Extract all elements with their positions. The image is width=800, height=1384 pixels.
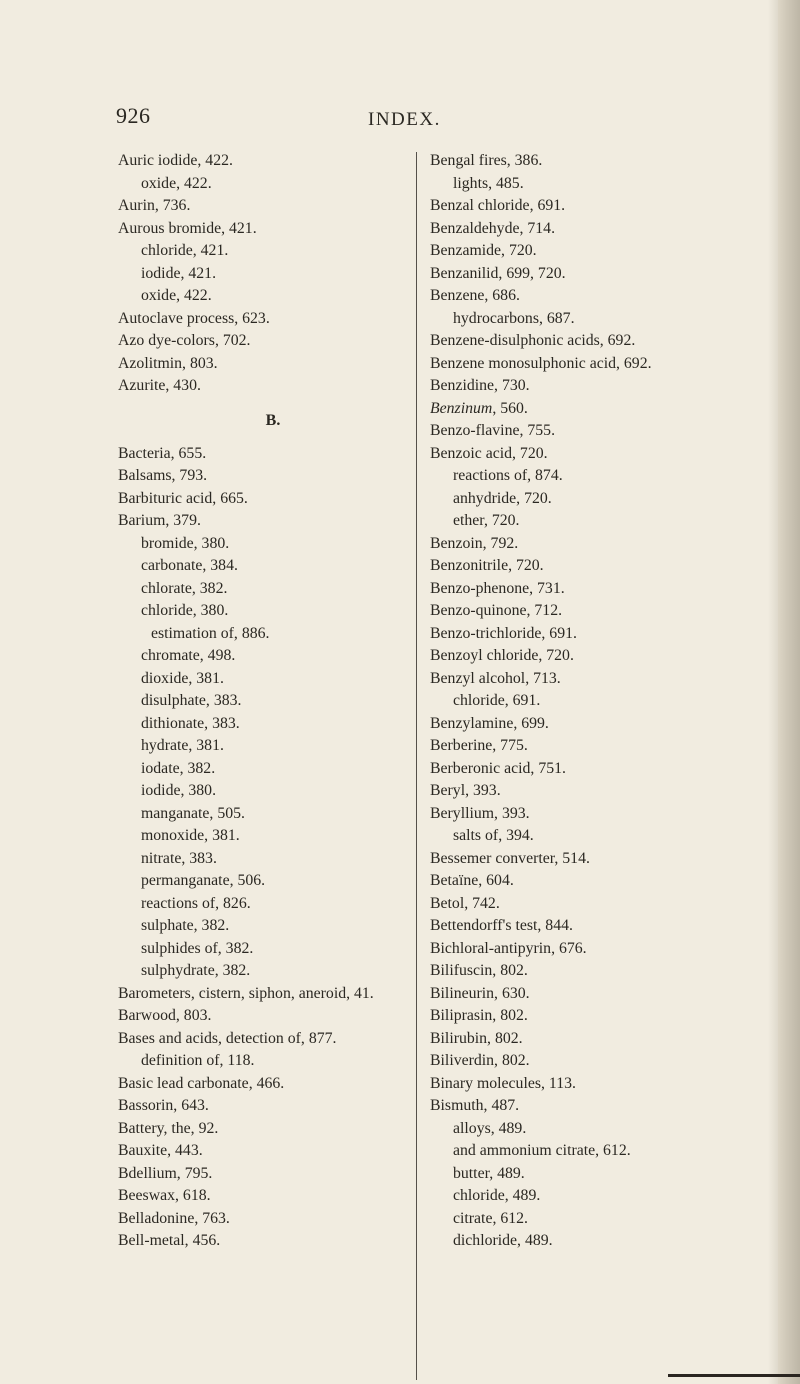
index-subentry: chloride, 489. (453, 1187, 541, 1204)
column-divider (416, 152, 417, 1380)
index-subentry: bromide, 380. (141, 534, 230, 552)
index-subentry: sulphides of, 382. (141, 939, 254, 957)
index-subentry: oxide, 422. (141, 174, 212, 192)
index-column-left (118, 150, 428, 1253)
index-subentry: iodate, 382. (141, 759, 216, 777)
index-entry: Benzyl alcohol, 713. (430, 669, 561, 687)
index-subentry: dichloride, 489. (453, 1232, 553, 1249)
index-subentry: nitrate, 383. (141, 849, 217, 867)
page-gutter-shadow (768, 0, 778, 1384)
index-subentry: and ammonium citrate, 612. (453, 1142, 631, 1159)
index-entry: Biliverdin, 802. (430, 1052, 530, 1069)
index-subentry: citrate, 612. (453, 1209, 529, 1227)
index-entry: Benzanilid, 699, 720. (430, 264, 566, 282)
index-entry: Benzaldehyde, 714. (430, 219, 556, 237)
index-entry: Benzo-trichloride, 691. (430, 624, 577, 642)
index-entry: Bilineurin, 630. (430, 984, 530, 1002)
index-entry: Betol, 742. (430, 894, 500, 912)
index-subentry: dioxide, 381. (141, 669, 224, 687)
index-entry: Barbituric acid, 665. (118, 489, 248, 507)
index-subentry: hydrate, 381. (141, 737, 224, 754)
index-entry: Bell-metal, 456. (118, 1232, 221, 1249)
index-entry: Bauxite, 443. (118, 1142, 203, 1159)
index-subentry: butter, 489. (453, 1164, 525, 1182)
index-subentry: anhydride, 720. (453, 489, 552, 507)
bottom-rule (668, 1374, 800, 1377)
index-entry: Bessemer converter, 514. (430, 849, 590, 867)
index-entry: Barometers, cistern, siphon, aneroid, 41. (118, 984, 374, 1002)
index-entry: Bichloral-antipyrin, 676. (430, 939, 587, 957)
index-subentry: manganate, 505. (141, 804, 245, 822)
index-entry: Azolitmin, 803. (118, 354, 218, 372)
index-entry: Benzonitrile, 720. (430, 557, 544, 574)
index-entry: Benzo-phenone, 731. (430, 579, 565, 597)
index-subentry: reactions of, 826. (141, 894, 251, 912)
index-entry: Belladonine, 763. (118, 1209, 230, 1227)
index-subentry: sulphydrate, 382. (141, 962, 251, 979)
index-subentry: alloys, 489. (453, 1119, 527, 1137)
index-entry: Barwood, 803. (118, 1007, 212, 1024)
index-entry: Auric iodide, 422. (118, 152, 233, 169)
index-subentry: chlorate, 382. (141, 579, 228, 597)
index-subentry: definition of, 118. (141, 1052, 255, 1069)
index-entry: Benzal chloride, 691. (430, 197, 566, 214)
index-entry: Bettendorff's test, 844. (430, 917, 573, 934)
index-entry: Benzene monosulphonic acid, 692. (430, 354, 652, 372)
index-entry: Autoclave process, 623. (118, 309, 270, 327)
index-entry: Benzene-disulphonic acids, 692. (430, 332, 636, 349)
index-entry: Bdellium, 795. (118, 1164, 213, 1182)
index-entry: Azurite, 430. (118, 377, 201, 394)
index-entry: Biliprasin, 802. (430, 1007, 528, 1024)
index-entry: Benzinum, 560. (430, 399, 528, 417)
index-entry: Beryl, 393. (430, 782, 501, 799)
index-subentry: iodide, 380. (141, 782, 217, 799)
index-subentry: iodide, 421. (141, 264, 217, 282)
index-subentry: dithionate, 383. (141, 714, 240, 732)
index-entry: Benzoin, 792. (430, 534, 519, 552)
index-entry: Binary molecules, 113. (430, 1074, 576, 1092)
index-subentry: salts of, 394. (453, 827, 534, 844)
index-entry: Benzene, 686. (430, 287, 520, 304)
index-entry: Aurous bromide, 421. (118, 219, 257, 237)
index-subentry: chloride, 421. (141, 242, 229, 259)
index-entry: Bismuth, 487. (430, 1097, 520, 1114)
index-column-right (430, 150, 740, 1253)
index-entry: Barium, 379. (118, 512, 201, 529)
index-entry: Benzylamine, 699. (430, 714, 549, 732)
index-entry: Bilirubin, 802. (430, 1029, 523, 1047)
index-subentry: chloride, 691. (453, 692, 541, 709)
index-entry: Benzoyl chloride, 720. (430, 647, 574, 664)
index-entry: Aurin, 736. (118, 197, 191, 214)
index-entry: Benzamide, 720. (430, 242, 537, 259)
index-subentry: chloride, 380. (141, 602, 229, 619)
index-subentry: lights, 485. (453, 174, 524, 192)
index-entry: Beeswax, 618. (118, 1187, 211, 1204)
index-subentry: monoxide, 381. (141, 827, 240, 844)
index-entry: Bacteria, 655. (118, 444, 207, 462)
index-subentry: ether, 720. (453, 512, 520, 529)
index-entry: Bilifuscin, 802. (430, 962, 528, 979)
index-entry: Bassorin, 643. (118, 1097, 209, 1114)
index-entry: Benzoic acid, 720. (430, 444, 548, 462)
index-subentry: reactions of, 874. (453, 467, 563, 484)
index-entry: Bengal fires, 386. (430, 152, 543, 169)
index-subentry: estimation of, 886. (151, 624, 270, 642)
index-subentry: hydrocarbons, 687. (453, 309, 575, 327)
page-edge (778, 0, 800, 1384)
index-entry: Benzidine, 730. (430, 377, 530, 394)
section-letter-heading: B. (265, 411, 281, 429)
index-subentry: sulphate, 382. (141, 917, 230, 934)
index-entry: Berberonic acid, 751. (430, 759, 566, 777)
index-subentry: carbonate, 384. (141, 557, 238, 574)
index-entry: Balsams, 793. (118, 467, 208, 484)
index-entry: Benzo-quinone, 712. (430, 602, 563, 619)
index-entry: Bases and acids, detection of, 877. (118, 1029, 337, 1047)
index-subentry: oxide, 422. (141, 287, 212, 304)
running-head: INDEX. (368, 109, 441, 130)
index-entry: Benzo-flavine, 755. (430, 422, 556, 439)
index-subentry: chromate, 498. (141, 647, 236, 664)
index-entry: Basic lead carbonate, 466. (118, 1074, 285, 1092)
index-entry: Battery, the, 92. (118, 1119, 219, 1137)
index-subentry: disulphate, 383. (141, 692, 242, 709)
page-number: 926 (116, 103, 151, 128)
index-entry: Beryllium, 393. (430, 804, 530, 822)
index-subentry: permanganate, 506. (141, 872, 266, 889)
index-entry: Azo dye-colors, 702. (118, 332, 251, 349)
index-entry: Berberine, 775. (430, 737, 528, 754)
index-entry: Betaïne, 604. (430, 872, 514, 889)
